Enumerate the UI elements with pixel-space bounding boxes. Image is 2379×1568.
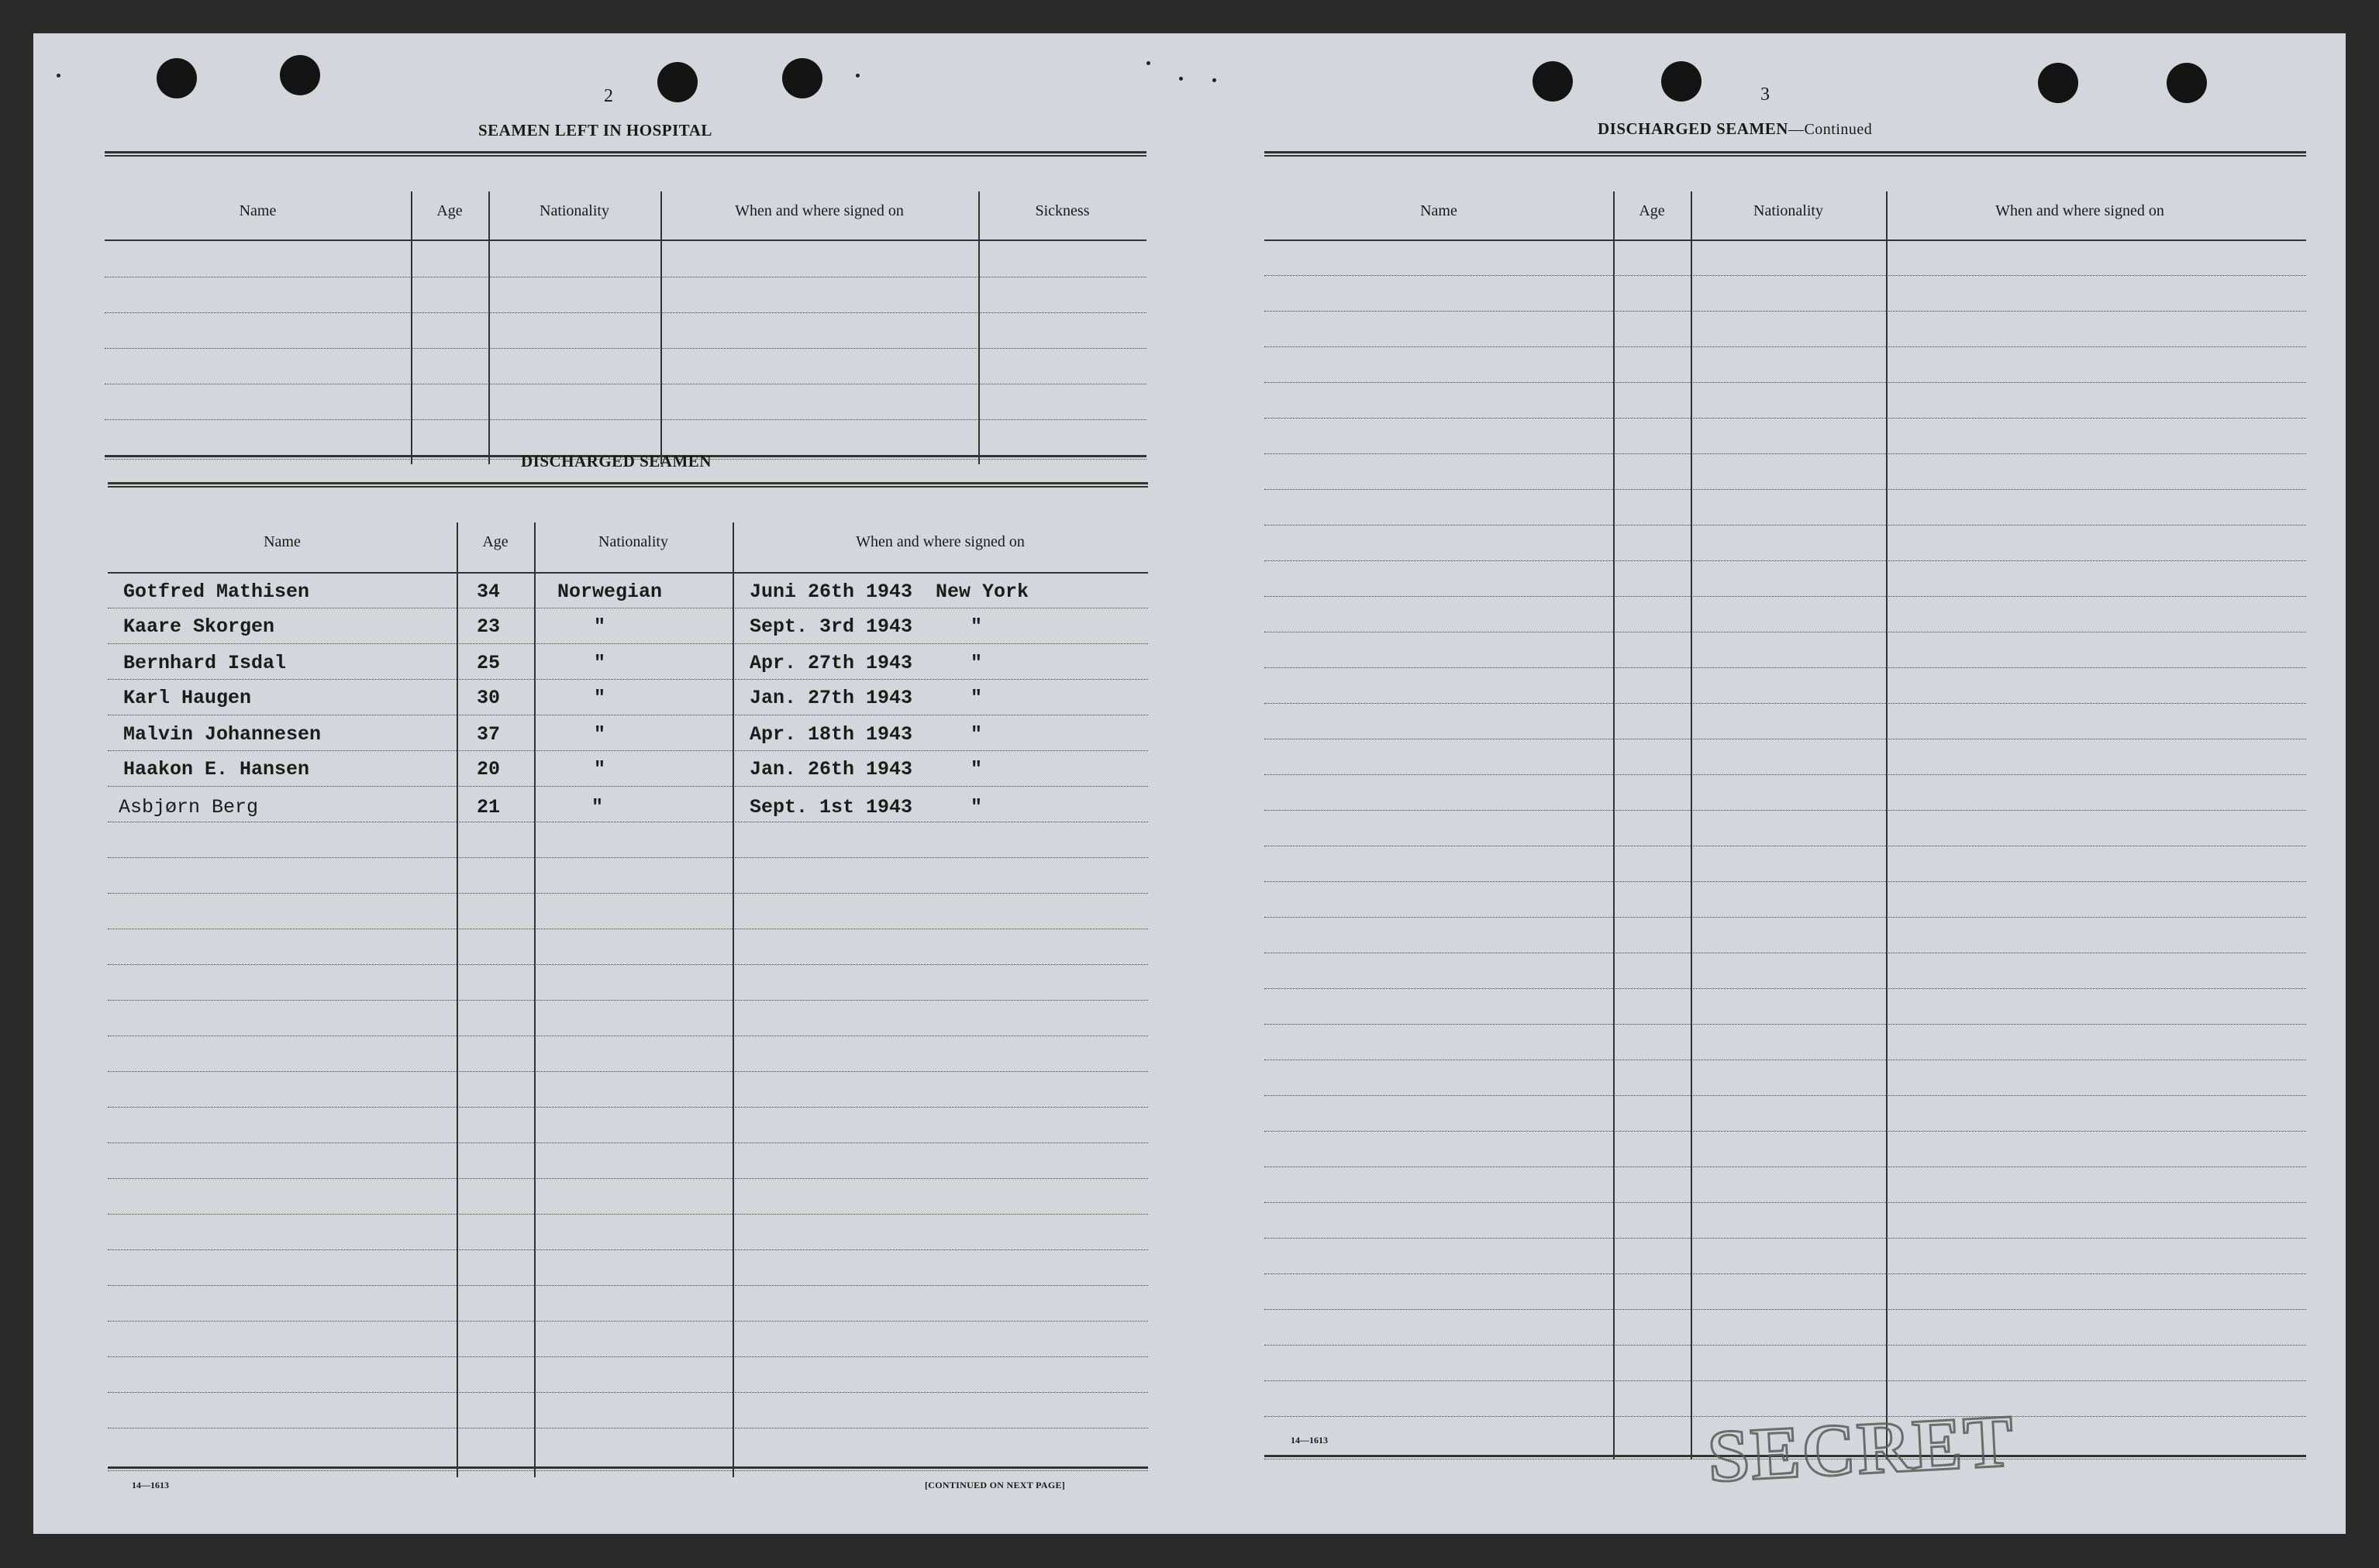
hospital-table bbox=[105, 151, 1146, 461]
punch-hole bbox=[2038, 63, 2078, 103]
title-continued: —Continued bbox=[1788, 121, 1873, 138]
cell-name: Gotfred Mathisen bbox=[123, 581, 310, 603]
cell-nationality: " bbox=[594, 687, 606, 709]
col-header-name: Name bbox=[264, 533, 301, 550]
col-header-age: Age bbox=[482, 533, 509, 550]
discharged-continued-title bbox=[1598, 119, 1872, 139]
col-header-sickness: Sickness bbox=[1035, 202, 1090, 219]
col-header-nationality: Nationality bbox=[598, 533, 668, 550]
col-header-age: Age bbox=[1639, 202, 1665, 219]
page-number-left: 2 bbox=[604, 86, 613, 106]
cell-signed-on: Jan. 27th 1943 " bbox=[750, 687, 983, 709]
cell-age: 30 bbox=[477, 687, 501, 709]
col-header-nationality: Nationality bbox=[540, 202, 609, 219]
page-number-right: 3 bbox=[1760, 84, 1770, 105]
punch-hole bbox=[280, 55, 320, 95]
punch-hole bbox=[657, 62, 698, 102]
cell-name: Asbjørn Berg bbox=[119, 796, 259, 818]
cell-nationality: " bbox=[591, 796, 604, 818]
cell-age: 23 bbox=[477, 615, 501, 638]
punch-hole bbox=[1533, 61, 1573, 102]
paper-speck bbox=[1212, 78, 1216, 82]
continued-note: [CONTINUED ON NEXT PAGE] bbox=[925, 1480, 1066, 1490]
cell-nationality: " bbox=[594, 723, 606, 746]
col-header-name: Name bbox=[239, 202, 277, 219]
col-header-age: Age bbox=[436, 202, 463, 219]
cell-signed-on: Juni 26th 1943 New York bbox=[750, 581, 1029, 603]
cell-age: 34 bbox=[477, 581, 501, 603]
cell-nationality: " bbox=[594, 758, 606, 781]
punch-hole bbox=[157, 58, 197, 98]
paper-speck bbox=[1179, 77, 1183, 81]
title-main: DISCHARGED SEAMEN bbox=[1598, 119, 1788, 138]
discharged-title: DISCHARGED SEAMEN bbox=[521, 452, 712, 470]
hospital-title: SEAMEN LEFT IN HOSPITAL bbox=[478, 121, 712, 140]
cell-age: 21 bbox=[477, 796, 501, 818]
punch-hole bbox=[1661, 61, 1702, 102]
discharged-table bbox=[108, 482, 1148, 1443]
paper-speck bbox=[57, 74, 60, 78]
col-header-name: Name bbox=[1420, 202, 1457, 219]
cell-age: 25 bbox=[477, 652, 501, 674]
cell-signed-on: Apr. 27th 1943 " bbox=[750, 652, 983, 674]
discharged-continued-table bbox=[1264, 151, 2306, 1469]
secret-stamp: SECRET bbox=[1705, 1398, 2017, 1498]
form-number-right: 14—1613 bbox=[1291, 1435, 1328, 1446]
cell-name: Karl Haugen bbox=[123, 687, 252, 709]
col-header-signed-on: When and where signed on bbox=[1995, 202, 2164, 219]
cell-name: Malvin Johannesen bbox=[123, 723, 322, 746]
cell-name: Bernhard Isdal bbox=[123, 652, 287, 674]
punch-hole bbox=[2167, 63, 2207, 103]
paper-speck bbox=[856, 74, 860, 78]
cell-age: 20 bbox=[477, 758, 501, 781]
form-number-left: 14—1613 bbox=[132, 1480, 169, 1490]
cell-nationality: " bbox=[594, 615, 606, 638]
cell-signed-on: Apr. 18th 1943 " bbox=[750, 723, 983, 746]
punch-hole bbox=[782, 58, 822, 98]
cell-nationality: " bbox=[594, 652, 606, 674]
col-header-signed-on: When and where signed on bbox=[856, 533, 1025, 550]
paper-speck bbox=[1146, 61, 1150, 65]
cell-age: 37 bbox=[477, 723, 501, 746]
cell-signed-on: Sept. 1st 1943 " bbox=[750, 796, 983, 818]
col-header-nationality: Nationality bbox=[1753, 202, 1823, 219]
cell-name: Haakon E. Hansen bbox=[123, 758, 310, 781]
cell-nationality: Norwegian bbox=[557, 581, 663, 603]
cell-signed-on: Sept. 3rd 1943 " bbox=[750, 615, 983, 638]
cell-signed-on: Jan. 26th 1943 " bbox=[750, 758, 983, 781]
ledger-sheet bbox=[33, 33, 2346, 1534]
cell-name: Kaare Skorgen bbox=[123, 615, 275, 638]
col-header-signed-on: When and where signed on bbox=[735, 202, 904, 219]
